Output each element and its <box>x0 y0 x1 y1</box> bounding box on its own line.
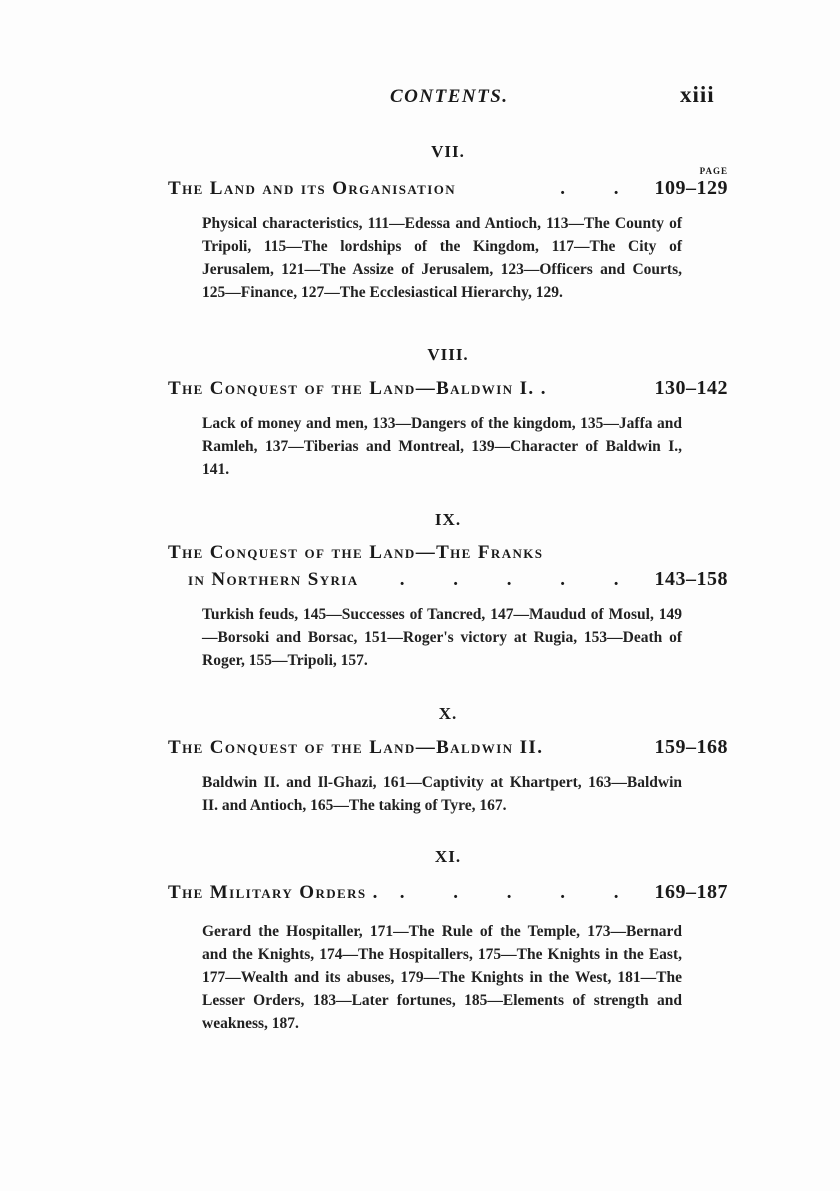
chapter-summary: Lack of money and men, 133—Dangers of the kingdom, 135—Jaffa and Ramleh, 137—Tiberias and Montreal, 139—Character of Baldwin I., 141. <box>202 415 682 478</box>
chapter-heading <box>168 377 728 400</box>
chapter-numeral: VIII. <box>427 345 469 364</box>
chapter-title-line-2: in Northern Syria <box>188 569 359 590</box>
dot-leaders: . . <box>560 178 641 199</box>
running-head-title: CONTENTS. <box>390 86 509 107</box>
chapter-viii <box>168 345 728 481</box>
dot-leaders: . . . . . <box>399 882 641 903</box>
chapter-heading <box>168 736 728 759</box>
chapter-page-range: 109–129 <box>654 177 728 199</box>
page-number: xiii <box>680 82 715 107</box>
chapter-xi <box>168 847 728 1035</box>
chapter-page-range: 143–158 <box>654 568 728 590</box>
chapter-x <box>168 704 728 817</box>
chapter-numeral: XI. <box>434 847 462 866</box>
chapter-heading <box>168 177 728 200</box>
chapter-title-line-1: The Conquest of the Land—The Franks <box>168 542 544 563</box>
chapter-numeral: X. <box>438 704 458 723</box>
chapter-title: The Military Orders . <box>168 882 379 903</box>
chapter-heading <box>168 881 728 904</box>
chapter-summary: Physical characteristics, 111—Edessa and Antioch, 113—The County of Tripoli, 115—The lordships of the Kingdom, 117—The City of Jerusalem, 121—The Assize of Jerusalem, 123—Officers and Courts, 125—Finance, 127—The Ecclesiastical Hierarchy, 129. <box>202 215 682 301</box>
chapter-summary: Baldwin II. and Il-Ghazi, 161—Captivity at Khartpert, 163—Baldwin II. and Antioch, 165—The taking of Tyre, 167. <box>202 774 682 814</box>
chapter-title: The Conquest of the Land—Baldwin II. <box>168 737 544 758</box>
chapter-ix <box>168 510 728 672</box>
chapter-title: The Conquest of the Land—Baldwin I. . <box>168 378 547 399</box>
chapter-page-range: 159–168 <box>654 736 728 758</box>
chapter-title: The Land and its Organisation <box>168 178 457 199</box>
chapter-heading <box>168 568 728 591</box>
chapter-summary: Turkish feuds, 145—Successes of Tancred, 147—Maudud of Mosul, 149—Borsoki and Borsac, 151—Roger's victory at Rugia, 153—Death of Roger, 155—Tripoli, 157. <box>202 606 682 669</box>
chapter-numeral: VII. <box>431 142 465 161</box>
chapter-numeral: IX. <box>434 510 462 529</box>
chapter-page-range: 130–142 <box>654 377 728 399</box>
chapter-page-range: 169–187 <box>654 881 728 903</box>
page-column-label: PAGE <box>699 166 728 176</box>
chapter-summary: Gerard the Hospitaller, 171—The Rule of the Temple, 173—Bernard and the Knights, 174—The Hospitallers, 175—The Knights in the East, 177—Wealth and its abuses, 179—The Knights in the West, 181—The Lesser Orders, 183—Later fortunes, 185—Elements of strength and weakness, 187. <box>202 923 682 1032</box>
dot-leaders: . . . . . <box>399 569 641 590</box>
chapter-vii <box>168 142 728 304</box>
